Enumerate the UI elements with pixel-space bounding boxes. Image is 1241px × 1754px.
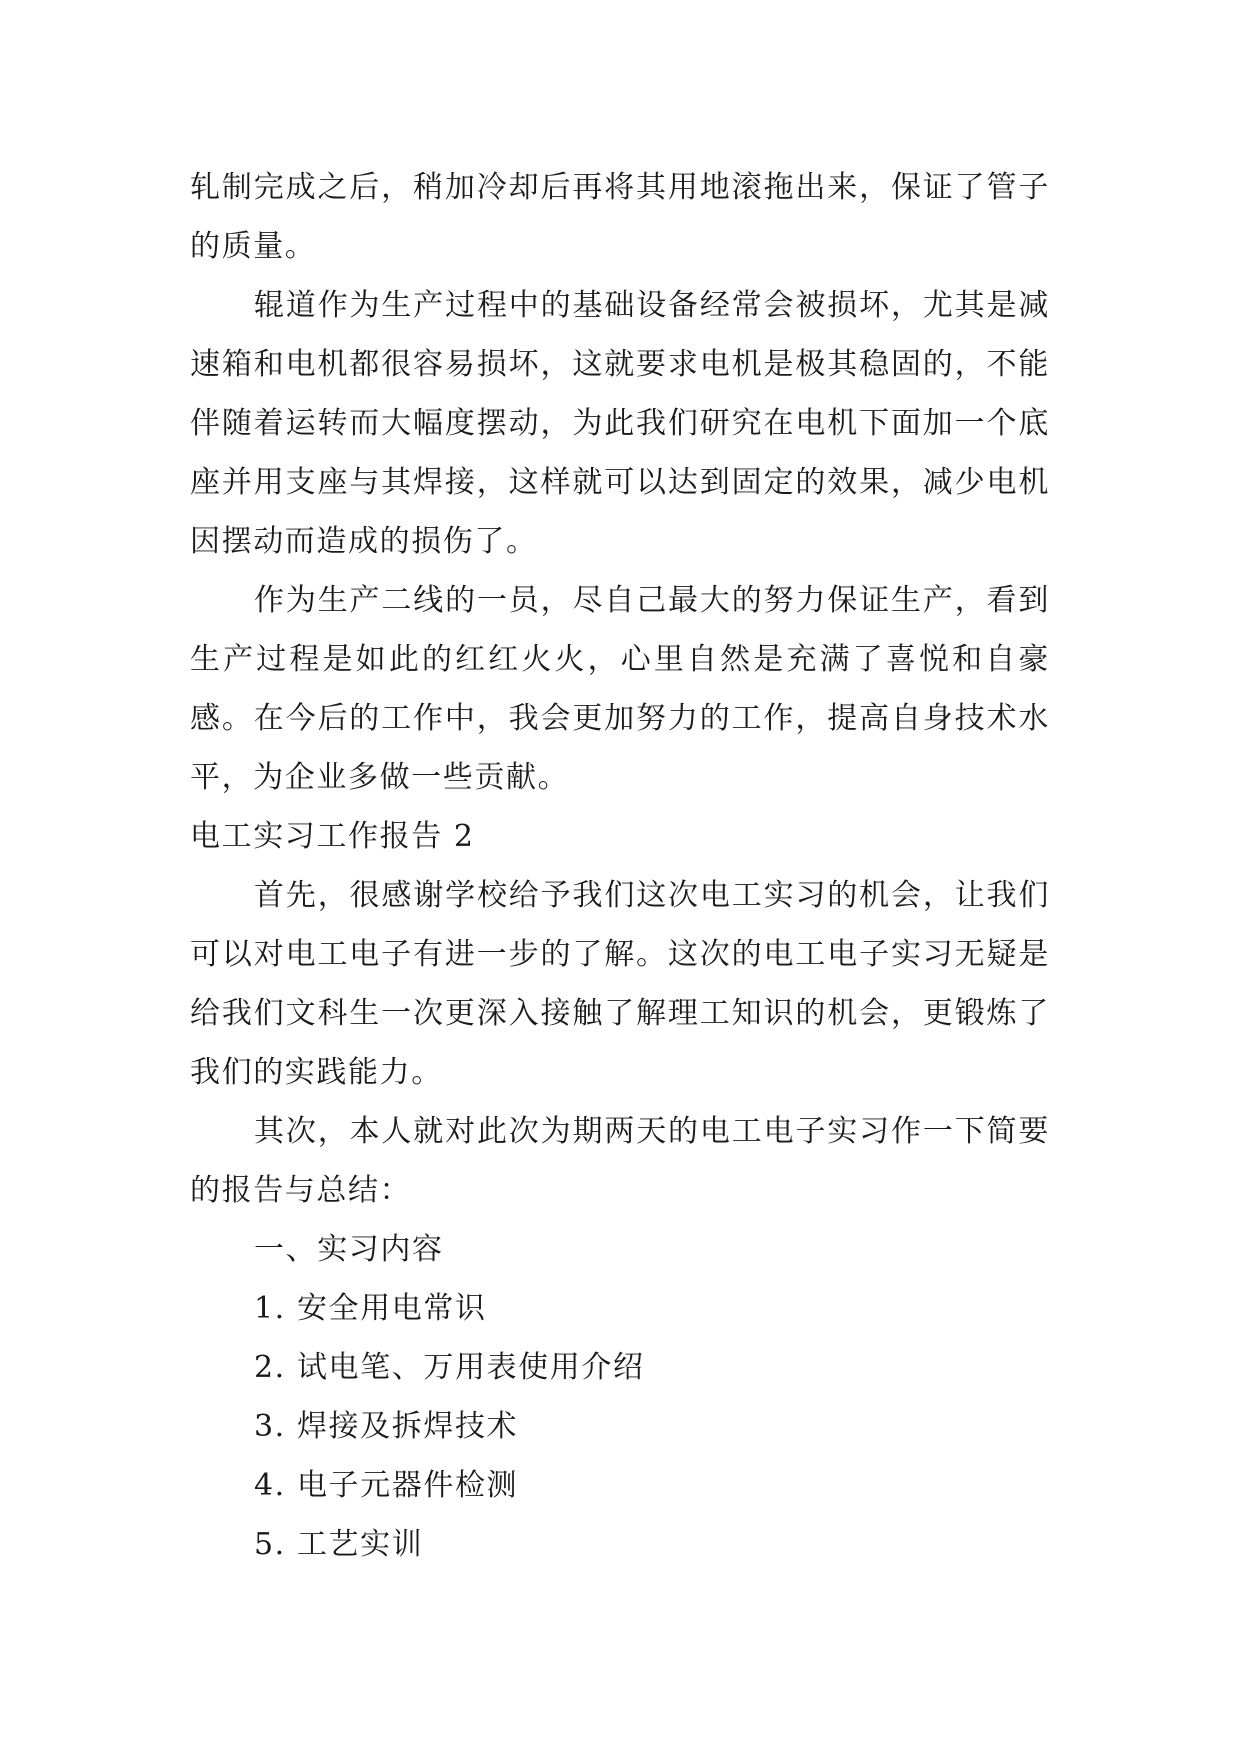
list-item: 5. 工艺实训 <box>254 1527 424 1562</box>
list-item: 4. 电子元器件检测 <box>254 1468 519 1503</box>
paragraph-summary-intro: 其次，本人就对此次为期两天的电工电子实习作一下简要的报告与总结： <box>190 1114 1050 1208</box>
list-heading-content: 一、实习内容 <box>254 1232 444 1267</box>
list-item: 1. 安全用电常识 <box>254 1291 487 1326</box>
paragraph-thanks: 首先，很感谢学校给予我们这次电工实习的机会，让我们可以对电工电子有进一步的了解。这次的电工电子实习无疑是给我们文科生一次更深入接触了解理工知识的机会，更锻炼了我们的实践能力。 <box>190 878 1050 1090</box>
document-page <box>190 158 1050 1574</box>
paragraph-roller-motor: 辊道作为生产过程中的基础设备经常会被损坏，尤其是减速箱和电机都很容易损坏，这就要求电机是极其稳固的，不能伴随着运转而大幅度摆动，为此我们研究在电机下面加一个底座并用支座与其焊接，这样就可以达到固定的效果，减少电机因摆动而造成的损伤了。 <box>190 288 1050 559</box>
section-heading: 电工实习工作报告 2 <box>190 819 475 854</box>
list-item: 2. 试电笔、万用表使用介绍 <box>254 1350 645 1385</box>
list-item: 3. 焊接及拆焊技术 <box>254 1409 519 1444</box>
paragraph-production-line: 作为生产二线的一员，尽自己最大的努力保证生产，看到生产过程是如此的红红火火，心里自然是充满了喜悦和自豪感。在今后的工作中，我会更加努力的工作，提高自身技术水平，为企业多做一些贡献。 <box>190 583 1050 795</box>
paragraph-pipe-quality: 轧制完成之后，稍加冷却后再将其用地滚拖出来，保证了管子的质量。 <box>190 170 1050 264</box>
